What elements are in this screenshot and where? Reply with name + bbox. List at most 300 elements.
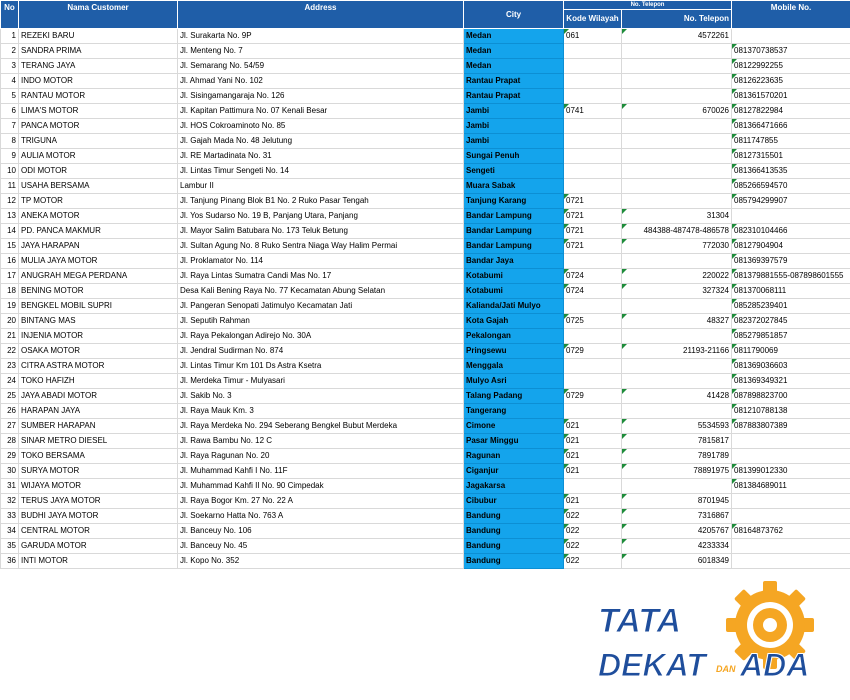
cell-no[interactable]: 5 (1, 89, 19, 104)
cell-no[interactable]: 17 (1, 269, 19, 284)
table-row (1, 359, 850, 374)
cell-name[interactable]: LIMA'S MOTOR (19, 104, 178, 119)
cell-address[interactable]: Jl. Merdeka Timur - Mulyasari (178, 374, 464, 389)
cell-city[interactable]: Ragunan (464, 449, 564, 464)
cell-no[interactable]: 2 (1, 44, 19, 59)
cell-city[interactable]: Bandung (464, 539, 564, 554)
table-row (1, 554, 850, 569)
header-row (1, 1, 850, 10)
cell-no[interactable]: 8 (1, 134, 19, 149)
cell-telepon[interactable] (622, 329, 732, 344)
cell-no[interactable]: 4 (1, 74, 19, 89)
cell-no[interactable]: 29 (1, 449, 19, 464)
cell-city[interactable]: Tanjung Karang (464, 194, 564, 209)
cell-name[interactable]: WIJAYA MOTOR (19, 479, 178, 494)
cell-address[interactable]: Jl. Sisingamangaraja No. 126 (178, 89, 464, 104)
cell-no[interactable]: 20 (1, 314, 19, 329)
cell-city[interactable]: Rantau Prapat (464, 74, 564, 89)
cell-address[interactable]: Jl. Lintas Timur Km 101 Ds Astra Ksetra (178, 359, 464, 374)
cell-no[interactable]: 6 (1, 104, 19, 119)
cell-kode-wilayah[interactable]: 0721 (564, 209, 622, 224)
cell-city[interactable]: Kalianda/Jati Mulyo (464, 299, 564, 314)
cell-telepon[interactable]: 6018349 (622, 554, 732, 569)
cell-address[interactable]: Jl. Raya Bogor Km. 27 No. 22 A (178, 494, 464, 509)
cell-no[interactable]: 14 (1, 224, 19, 239)
cell-city[interactable]: Sengeti (464, 164, 564, 179)
cell-mobile[interactable] (732, 494, 850, 509)
cell-address[interactable]: Jl. Kopo No. 352 (178, 554, 464, 569)
table-row (1, 194, 850, 209)
cell-telepon[interactable] (622, 44, 732, 59)
table-row (1, 404, 850, 419)
cell-city[interactable]: Bandung (464, 524, 564, 539)
cell-no[interactable]: 16 (1, 254, 19, 269)
cell-no[interactable]: 11 (1, 179, 19, 194)
tata-dekat-dan-ada-logo (592, 580, 832, 692)
cell-kode-wilayah[interactable]: 0721 (564, 224, 622, 239)
cell-address[interactable]: Jl. Semarang No. 54/59 (178, 59, 464, 74)
table-row (1, 44, 850, 59)
cell-no[interactable]: 24 (1, 374, 19, 389)
cell-name[interactable]: SURYA MOTOR (19, 464, 178, 479)
table-row (1, 299, 850, 314)
header-telepon-group[interactable]: No. Telepon (564, 1, 732, 10)
cell-address[interactable]: Jl. Raya Mauk Km. 3 (178, 404, 464, 419)
cell-no[interactable]: 30 (1, 464, 19, 479)
cell-kode-wilayah[interactable] (564, 359, 622, 374)
cell-kode-wilayah[interactable]: 061 (564, 29, 622, 44)
cell-telepon[interactable] (622, 119, 732, 134)
cell-name[interactable]: RANTAU MOTOR (19, 89, 178, 104)
cell-city[interactable]: Ciganjur (464, 464, 564, 479)
cell-address[interactable]: Jl. Menteng No. 7 (178, 44, 464, 59)
cell-city[interactable]: Tangerang (464, 404, 564, 419)
cell-name[interactable]: BENGKEL MOBIL SUPRI (19, 299, 178, 314)
cell-city[interactable]: Jagakarsa (464, 479, 564, 494)
cell-mobile[interactable] (732, 434, 850, 449)
cell-telepon[interactable]: 31304 (622, 209, 732, 224)
cell-mobile[interactable]: 081369036603 (732, 359, 850, 374)
cell-address[interactable]: Jl. Seputih Rahman (178, 314, 464, 329)
cell-mobile[interactable]: 08127822984 (732, 104, 850, 119)
cell-mobile[interactable]: 0811747855 (732, 134, 850, 149)
cell-address[interactable]: Jl. Ahmad Yani No. 102 (178, 74, 464, 89)
cell-telepon[interactable] (622, 194, 732, 209)
cell-address[interactable]: Jl. Banceuy No. 106 (178, 524, 464, 539)
cell-mobile[interactable]: 081369349321 (732, 374, 850, 389)
cell-address[interactable]: Jl. Sakib No. 3 (178, 389, 464, 404)
cell-kode-wilayah[interactable]: 0729 (564, 344, 622, 359)
cell-no[interactable]: 12 (1, 194, 19, 209)
cell-address[interactable]: Jl. Proklamator No. 114 (178, 254, 464, 269)
cell-telepon[interactable]: 772030 (622, 239, 732, 254)
cell-mobile[interactable] (732, 509, 850, 524)
cell-mobile[interactable] (732, 449, 850, 464)
cell-city[interactable]: Jambi (464, 104, 564, 119)
cell-name[interactable]: SANDRA PRIMA (19, 44, 178, 59)
cell-telepon[interactable] (622, 374, 732, 389)
cell-name[interactable]: OSAKA MOTOR (19, 344, 178, 359)
cell-mobile[interactable]: 081370738537 (732, 44, 850, 59)
cell-name[interactable]: ANEKA MOTOR (19, 209, 178, 224)
cell-mobile[interactable]: 0811790069 (732, 344, 850, 359)
cell-kode-wilayah[interactable] (564, 149, 622, 164)
cell-city[interactable]: Pringsewu (464, 344, 564, 359)
cell-city[interactable]: Bandung (464, 509, 564, 524)
cell-kode-wilayah[interactable] (564, 89, 622, 104)
cell-telepon[interactable]: 78891975 (622, 464, 732, 479)
cell-telepon[interactable] (622, 149, 732, 164)
cell-mobile[interactable]: 085266594570 (732, 179, 850, 194)
cell-mobile[interactable]: 08127315501 (732, 149, 850, 164)
cell-mobile[interactable]: 081366413535 (732, 164, 850, 179)
cell-city[interactable]: Cimone (464, 419, 564, 434)
cell-city[interactable]: Medan (464, 44, 564, 59)
cell-telepon[interactable]: 5534593 (622, 419, 732, 434)
cell-city[interactable]: Medan (464, 29, 564, 44)
table-row (1, 389, 850, 404)
cell-address[interactable]: Jl. Sultan Agung No. 8 Ruko Sentra Niaga Way Halim Permai (178, 239, 464, 254)
cell-name[interactable]: INDO MOTOR (19, 74, 178, 89)
cell-address[interactable]: Jl. Banceuy No. 45 (178, 539, 464, 554)
cell-no[interactable]: 13 (1, 209, 19, 224)
cell-telepon[interactable] (622, 179, 732, 194)
cell-kode-wilayah[interactable]: 021 (564, 434, 622, 449)
cell-telepon[interactable] (622, 254, 732, 269)
cell-telepon[interactable] (622, 89, 732, 104)
header-city[interactable]: City (464, 1, 564, 29)
logo-graphic (592, 580, 832, 692)
table-row (1, 509, 850, 524)
cell-name[interactable]: PANCA MOTOR (19, 119, 178, 134)
header-address[interactable]: Address (178, 1, 464, 29)
cell-name[interactable]: HARAPAN JAYA (19, 404, 178, 419)
table-row (1, 284, 850, 299)
cell-mobile[interactable]: 081370068111 (732, 284, 850, 299)
cell-no[interactable]: 28 (1, 434, 19, 449)
cell-kode-wilayah[interactable]: 022 (564, 509, 622, 524)
cell-no[interactable]: 10 (1, 164, 19, 179)
cell-city[interactable]: Mulyo Asri (464, 374, 564, 389)
cell-telepon[interactable] (622, 359, 732, 374)
cell-kode-wilayah[interactable]: 021 (564, 449, 622, 464)
cell-city[interactable]: Pekalongan (464, 329, 564, 344)
cell-telepon[interactable]: 670026 (622, 104, 732, 119)
cell-kode-wilayah[interactable]: 0724 (564, 269, 622, 284)
cell-telepon[interactable] (622, 134, 732, 149)
cell-mobile[interactable]: 081210788138 (732, 404, 850, 419)
cell-mobile[interactable] (732, 29, 850, 44)
table-row (1, 179, 850, 194)
cell-telepon[interactable] (622, 404, 732, 419)
table-row (1, 29, 850, 44)
cell-name[interactable]: CENTRAL MOTOR (19, 524, 178, 539)
cell-no[interactable]: 33 (1, 509, 19, 524)
cell-city[interactable]: Jambi (464, 119, 564, 134)
cell-name[interactable]: BUDHI JAYA MOTOR (19, 509, 178, 524)
cell-address[interactable]: Jl. Tanjung Pinang Blok B1 No. 2 Ruko Pasar Tengah (178, 194, 464, 209)
cell-mobile[interactable]: 081399012330 (732, 464, 850, 479)
logo-connector: DAN (716, 664, 736, 674)
cell-name[interactable]: JAYA HARAPAN (19, 239, 178, 254)
cell-mobile[interactable]: 081369397579 (732, 254, 850, 269)
cell-telepon[interactable]: 4572261 (622, 29, 732, 44)
cell-telepon[interactable]: 21193-21166 (622, 344, 732, 359)
cell-address[interactable]: Jl. Raya Merdeka No. 294 Seberang Bengkel Bubut Merdeka (178, 419, 464, 434)
cell-no[interactable]: 36 (1, 554, 19, 569)
cell-kode-wilayah[interactable]: 0741 (564, 104, 622, 119)
cell-kode-wilayah[interactable]: 022 (564, 539, 622, 554)
cell-no[interactable]: 22 (1, 344, 19, 359)
cell-no[interactable]: 19 (1, 299, 19, 314)
cell-name[interactable]: TRIGUNA (19, 134, 178, 149)
cell-kode-wilayah[interactable] (564, 74, 622, 89)
cell-kode-wilayah[interactable] (564, 179, 622, 194)
table-row (1, 524, 850, 539)
cell-kode-wilayah[interactable]: 022 (564, 554, 622, 569)
cell-no[interactable]: 18 (1, 284, 19, 299)
cell-name[interactable]: CITRA ASTRA MOTOR (19, 359, 178, 374)
cell-name[interactable]: ANUGRAH MEGA PERDANA (19, 269, 178, 284)
cell-address[interactable]: Jl. Yos Sudarso No. 19 B, Panjang Utara, Panjang (178, 209, 464, 224)
table-row (1, 494, 850, 509)
table-row (1, 434, 850, 449)
cell-mobile[interactable] (732, 539, 850, 554)
table-row (1, 329, 850, 344)
cell-mobile[interactable]: 085794299907 (732, 194, 850, 209)
cell-name[interactable]: PD. PANCA MAKMUR (19, 224, 178, 239)
cell-mobile[interactable]: 087883807389 (732, 419, 850, 434)
cell-no[interactable]: 27 (1, 419, 19, 434)
cell-kode-wilayah[interactable] (564, 479, 622, 494)
cell-address[interactable]: Jl. Muhammad Kahfi II No. 90 Cimpedak (178, 479, 464, 494)
cell-city[interactable]: Jambi (464, 134, 564, 149)
cell-address[interactable]: Jl. Mayor Salim Batubara No. 173 Teluk Betung (178, 224, 464, 239)
cell-mobile[interactable]: 082372027845 (732, 314, 850, 329)
cell-city[interactable]: Bandar Lampung (464, 224, 564, 239)
cell-mobile[interactable]: 08126223635 (732, 74, 850, 89)
cell-no[interactable]: 23 (1, 359, 19, 374)
cell-telepon[interactable]: 7815817 (622, 434, 732, 449)
cell-mobile[interactable]: 085279851857 (732, 329, 850, 344)
table-row (1, 239, 850, 254)
cell-city[interactable]: Bandar Lampung (464, 209, 564, 224)
cell-address[interactable]: Jl. Kapitan Pattimura No. 07 Kenali Besar (178, 104, 464, 119)
cell-name[interactable]: INTI MOTOR (19, 554, 178, 569)
cell-no[interactable]: 15 (1, 239, 19, 254)
cell-address[interactable]: Jl. Raya Lintas Sumatra Candi Mas No. 17 (178, 269, 464, 284)
table-row (1, 449, 850, 464)
cell-name[interactable]: TP MOTOR (19, 194, 178, 209)
cell-kode-wilayah[interactable]: 0729 (564, 389, 622, 404)
cell-telepon[interactable]: 7891789 (622, 449, 732, 464)
cell-address[interactable]: Jl. Lintas Timur Sengeti No. 14 (178, 164, 464, 179)
cell-mobile[interactable]: 08122992255 (732, 59, 850, 74)
cell-city[interactable]: Rantau Prapat (464, 89, 564, 104)
cell-name[interactable]: BINTANG MAS (19, 314, 178, 329)
cell-name[interactable]: GARUDA MOTOR (19, 539, 178, 554)
cell-address[interactable]: Jl. Surakarta No. 9P (178, 29, 464, 44)
cell-kode-wilayah[interactable]: 0725 (564, 314, 622, 329)
cell-name[interactable]: SINAR METRO DIESEL (19, 434, 178, 449)
cell-mobile[interactable]: 081366471666 (732, 119, 850, 134)
cell-no[interactable]: 1 (1, 29, 19, 44)
cell-kode-wilayah[interactable] (564, 329, 622, 344)
cell-name[interactable]: INJENIA MOTOR (19, 329, 178, 344)
cell-address[interactable]: Jl. Raya Ragunan No. 20 (178, 449, 464, 464)
logo-line2: DEKAT (598, 647, 706, 683)
cell-city[interactable]: Menggala (464, 359, 564, 374)
cell-name[interactable]: SUMBER HARAPAN (19, 419, 178, 434)
cell-address[interactable]: Lambur II (178, 179, 464, 194)
cell-city[interactable]: Cibubur (464, 494, 564, 509)
cell-name[interactable]: TOKO HAFIZH (19, 374, 178, 389)
cell-mobile[interactable]: 085285239401 (732, 299, 850, 314)
cell-address[interactable]: Jl. Rawa Bambu No. 12 C (178, 434, 464, 449)
cell-telepon[interactable]: 327324 (622, 284, 732, 299)
table-row (1, 419, 850, 434)
cell-name[interactable]: BENING MOTOR (19, 284, 178, 299)
cell-name[interactable]: ODI MOTOR (19, 164, 178, 179)
cell-name[interactable]: REZEKI BARU (19, 29, 178, 44)
cell-address[interactable]: Jl. Pangeran Senopati Jatimulyo Kecamatan Jati (178, 299, 464, 314)
cell-telepon[interactable]: 220022 (622, 269, 732, 284)
cell-city[interactable]: Bandar Lampung (464, 239, 564, 254)
cell-telepon[interactable]: 4205767 (622, 524, 732, 539)
table-row (1, 479, 850, 494)
cell-kode-wilayah[interactable]: 022 (564, 524, 622, 539)
cell-name[interactable]: MULIA JAYA MOTOR (19, 254, 178, 269)
cell-no[interactable]: 35 (1, 539, 19, 554)
cell-city[interactable]: Talang Padang (464, 389, 564, 404)
cell-city[interactable]: Muara Sabak (464, 179, 564, 194)
cell-no[interactable]: 34 (1, 524, 19, 539)
cell-kode-wilayah[interactable]: 0721 (564, 194, 622, 209)
cell-kode-wilayah[interactable]: 0724 (564, 284, 622, 299)
header-name[interactable]: Nama Customer (19, 1, 178, 29)
table-row (1, 269, 850, 284)
cell-kode-wilayah[interactable]: 021 (564, 419, 622, 434)
cell-city[interactable]: Bandung (464, 554, 564, 569)
cell-address[interactable]: Jl. RE Martadinata No. 31 (178, 149, 464, 164)
cell-no[interactable]: 9 (1, 149, 19, 164)
cell-telepon[interactable] (622, 479, 732, 494)
cell-kode-wilayah[interactable] (564, 374, 622, 389)
cell-telepon[interactable] (622, 59, 732, 74)
cell-name[interactable]: JAYA ABADI MOTOR (19, 389, 178, 404)
cell-city[interactable]: Kota Gajah (464, 314, 564, 329)
cell-no[interactable]: 31 (1, 479, 19, 494)
cell-address[interactable]: Jl. Muhammad Kahfi I No. 11F (178, 464, 464, 479)
table-row (1, 59, 850, 74)
cell-mobile[interactable] (732, 554, 850, 569)
cell-kode-wilayah[interactable] (564, 44, 622, 59)
cell-address[interactable]: Desa Kali Bening Raya No. 77 Kecamatan Abung Selatan (178, 284, 464, 299)
cell-mobile[interactable]: 082310104466 (732, 224, 850, 239)
cell-name[interactable]: TERANG JAYA (19, 59, 178, 74)
cell-kode-wilayah[interactable] (564, 254, 622, 269)
cell-kode-wilayah[interactable]: 0721 (564, 239, 622, 254)
table-row (1, 74, 850, 89)
header-mobile[interactable]: Mobile No. (732, 1, 850, 29)
cell-telepon[interactable]: 41428 (622, 389, 732, 404)
cell-address[interactable]: Jl. Jendral Sudirman No. 874 (178, 344, 464, 359)
cell-city[interactable]: Kotabumi (464, 284, 564, 299)
cell-name[interactable]: TOKO BERSAMA (19, 449, 178, 464)
header-no[interactable]: No (1, 1, 19, 29)
cell-telepon[interactable]: 484388-487478-486578 (622, 224, 732, 239)
cell-telepon[interactable]: 8701945 (622, 494, 732, 509)
cell-no[interactable]: 25 (1, 389, 19, 404)
cell-kode-wilayah[interactable] (564, 164, 622, 179)
cell-kode-wilayah[interactable] (564, 134, 622, 149)
cell-telepon[interactable] (622, 299, 732, 314)
table-row (1, 89, 850, 104)
cell-kode-wilayah[interactable] (564, 299, 622, 314)
cell-kode-wilayah[interactable] (564, 119, 622, 134)
table-row (1, 164, 850, 179)
table-row (1, 134, 850, 149)
cell-name[interactable]: AULIA MOTOR (19, 149, 178, 164)
cell-no[interactable]: 7 (1, 119, 19, 134)
cell-mobile[interactable]: 081384689011 (732, 479, 850, 494)
table-row (1, 149, 850, 164)
table-body (1, 29, 850, 569)
cell-address[interactable]: Jl. Soekarno Hatta No. 763 A (178, 509, 464, 524)
cell-telepon[interactable] (622, 74, 732, 89)
cell-address[interactable]: Jl. HOS Cokroaminoto No. 85 (178, 119, 464, 134)
cell-telepon[interactable]: 7316867 (622, 509, 732, 524)
header-kode-wilayah[interactable]: Kode Wilayah (564, 10, 622, 29)
header-telepon[interactable]: No. Telepon (622, 10, 732, 29)
cell-address[interactable]: Jl. Gajah Mada No. 48 Jelutung (178, 134, 464, 149)
cell-name[interactable]: USAHA BERSAMA (19, 179, 178, 194)
cell-mobile[interactable]: 081361570201 (732, 89, 850, 104)
cell-no[interactable]: 32 (1, 494, 19, 509)
cell-telepon[interactable]: 48327 (622, 314, 732, 329)
cell-kode-wilayah[interactable]: 021 (564, 464, 622, 479)
logo-line3: ADA (740, 647, 810, 683)
table-row (1, 539, 850, 554)
table-row (1, 464, 850, 479)
cell-city[interactable]: Kotabumi (464, 269, 564, 284)
cell-mobile[interactable] (732, 209, 850, 224)
cell-kode-wilayah[interactable]: 021 (564, 494, 622, 509)
cell-no[interactable]: 26 (1, 404, 19, 419)
table-row (1, 104, 850, 119)
cell-telepon[interactable]: 4233334 (622, 539, 732, 554)
cell-mobile[interactable]: 08127904904 (732, 239, 850, 254)
cell-city[interactable]: Sungai Penuh (464, 149, 564, 164)
cell-telepon[interactable] (622, 164, 732, 179)
logo-line1: TATA (598, 602, 682, 640)
cell-name[interactable]: TERUS JAYA MOTOR (19, 494, 178, 509)
cell-mobile[interactable]: 081379881555-087898601555 (732, 269, 850, 284)
cell-city[interactable]: Medan (464, 59, 564, 74)
cell-kode-wilayah[interactable] (564, 404, 622, 419)
cell-city[interactable]: Pasar Minggu (464, 434, 564, 449)
table-row (1, 209, 850, 224)
cell-no[interactable]: 3 (1, 59, 19, 74)
cell-no[interactable]: 21 (1, 329, 19, 344)
cell-city[interactable]: Bandar Jaya (464, 254, 564, 269)
cell-mobile[interactable]: 087898823700 (732, 389, 850, 404)
cell-address[interactable]: Jl. Raya Pekalongan Adirejo No. 30A (178, 329, 464, 344)
cell-kode-wilayah[interactable] (564, 59, 622, 74)
table-row (1, 254, 850, 269)
table-row (1, 224, 850, 239)
cell-mobile[interactable]: 08164873762 (732, 524, 850, 539)
